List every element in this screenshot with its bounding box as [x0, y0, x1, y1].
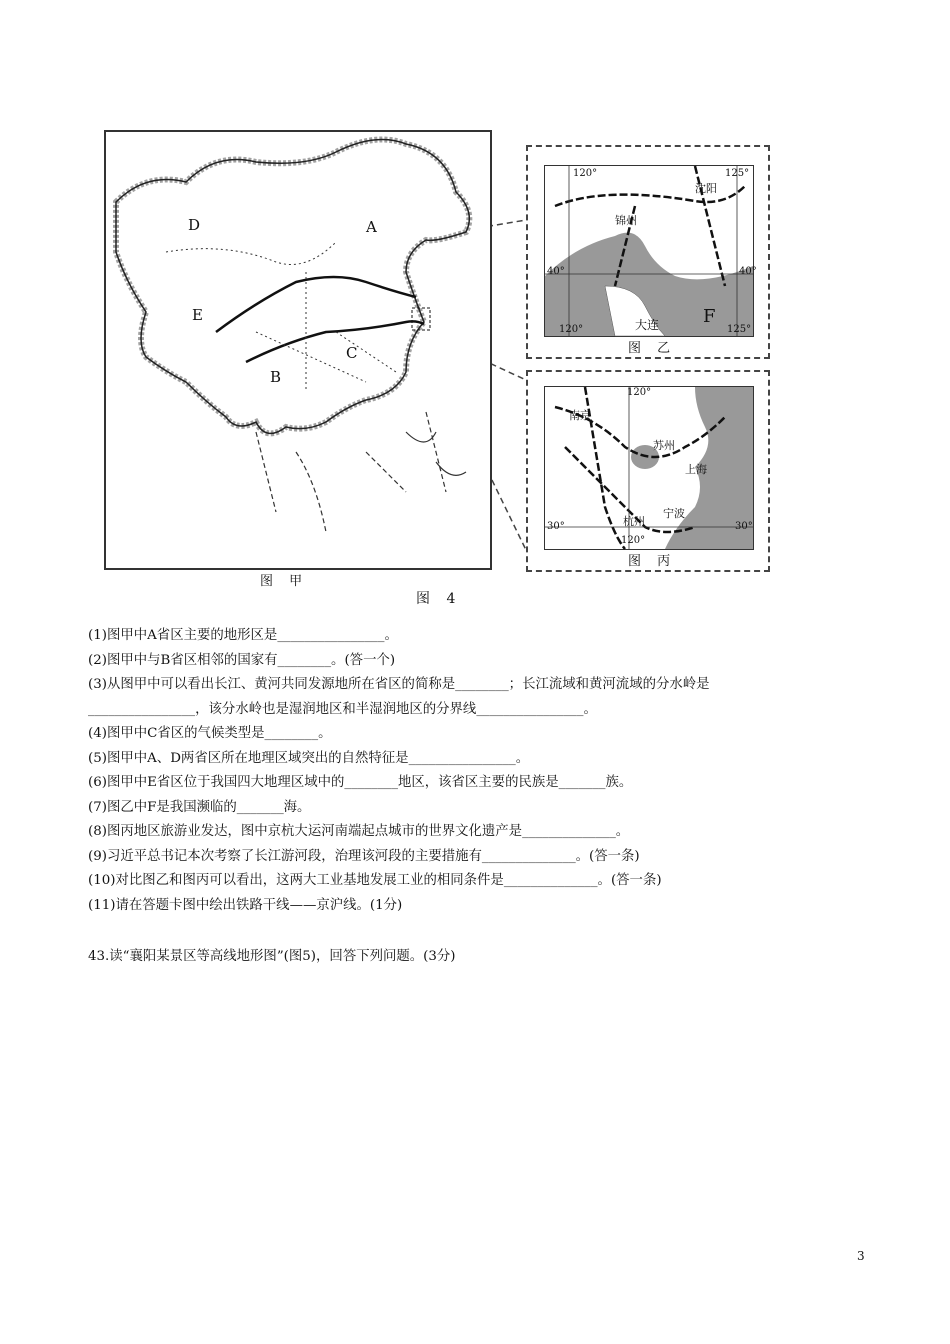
- city-hangzhou: 杭州: [623, 515, 645, 528]
- label-F: F: [703, 306, 716, 327]
- label-E: E: [192, 306, 203, 324]
- question-10: (10)对比图乙和图丙可以看出，这两大工业基地发展工业的相同条件是______________。(答一条): [88, 873, 662, 888]
- lat-label: 40°: [739, 266, 757, 277]
- city-ningbo: 宁波: [663, 507, 685, 520]
- lat-label: 30°: [547, 521, 565, 532]
- lon-label: 125°: [725, 168, 750, 179]
- lon-label: 120°: [559, 324, 584, 335]
- question-3-cont: ________________，该分水岭也是湿润地区和半湿润地区的分界线________________。: [88, 701, 597, 717]
- label-A: A: [366, 218, 377, 236]
- question-1: (1)图甲中A省区主要的地形区是________________。: [88, 628, 398, 643]
- city-shanghai: 上海: [685, 463, 707, 476]
- map-jia: [104, 130, 492, 570]
- lon-label: 120°: [573, 168, 598, 179]
- question-list: [88, 624, 878, 918]
- question-5: (5)图甲中A、D两省区所在地理区域突出的自然特征是________________。: [88, 750, 530, 766]
- question-9: (9)习近平总书记本次考察了长江游河段，治理该河段的主要措施有______________。(答一条): [88, 848, 640, 864]
- caption-yi: 图 乙: [628, 341, 677, 356]
- label-D: D: [188, 216, 201, 234]
- question-43: 43.读“襄阳某景区等高线地形图”(图5)，回答下列问题。(3分): [88, 949, 456, 964]
- china-outline-map: [106, 132, 490, 568]
- question-3: (3)从图甲中可以看出长江、黄河共同发源地所在省区的简称是________；长江流域和黄河流域的分水岭是: [88, 677, 710, 692]
- city-nanjing: 南京: [569, 409, 591, 422]
- lat-label: 40°: [547, 266, 565, 277]
- lon-label: 120°: [627, 387, 652, 398]
- question-2: (2)图甲中与B省区相邻的国家有________。(答一个): [88, 652, 396, 668]
- caption-jia: 图 甲: [260, 574, 309, 589]
- question-8: (8)图丙地区旅游业发达，图中京杭大运河南端起点城市的世界文化遗产是______________。: [88, 824, 630, 839]
- city-suzhou: 苏州: [653, 439, 675, 452]
- label-B: B: [270, 368, 282, 386]
- lon-label: 125°: [727, 324, 752, 335]
- question-7: (7)图乙中F是我国濒临的_______海。: [88, 799, 311, 815]
- inset-yi-drawing: [545, 166, 753, 336]
- city-jinzhou: 锦州: [615, 214, 637, 227]
- inset-yi-map-frame: [544, 165, 757, 337]
- lat-label: 30°: [735, 521, 753, 532]
- inset-map-bing: [526, 370, 770, 572]
- caption-bing: 图 丙: [628, 554, 677, 569]
- inset-bing-map-frame: [544, 386, 754, 550]
- question-6: (6)图甲中E省区位于我国四大地理区域中的________地区，该省区主要的民族是_______族。: [88, 775, 633, 790]
- page-number: 3: [857, 1249, 865, 1263]
- question-4: (4)图甲中C省区的气候类型是________。: [88, 726, 332, 741]
- lon-label: 120°: [621, 535, 646, 546]
- inset-map-yi: [526, 145, 770, 359]
- figure-4: [100, 130, 780, 610]
- label-C: C: [346, 344, 358, 362]
- city-dalian: 大连: [635, 318, 660, 332]
- question-11: (11)请在答题卡图中绘出铁路干线——京沪线。(1分): [88, 897, 403, 913]
- caption-fig4: 图 4: [416, 591, 462, 607]
- city-shenyang: 沈阳: [695, 182, 717, 195]
